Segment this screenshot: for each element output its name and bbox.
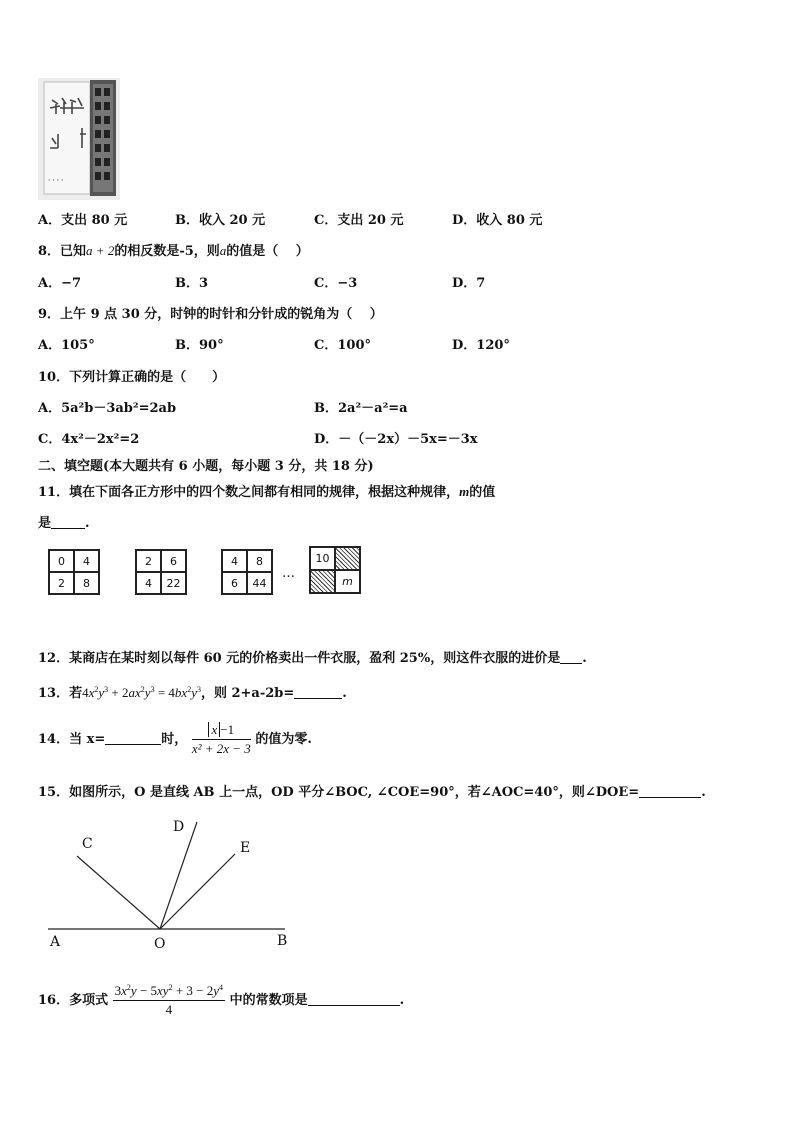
cell: 10 bbox=[310, 547, 335, 570]
cell: 6 bbox=[161, 550, 186, 572]
svg-text:· · · ·: · · · · bbox=[48, 177, 64, 184]
label-a: A bbox=[50, 934, 61, 950]
q10-option-a: A．5a²b－3ab²=2ab bbox=[38, 401, 177, 416]
q14-stem: 14．当 x= 时， $\frac{x -1}{\text{x² + 2x − 3}}$ 的值为零. bbox=[38, 722, 312, 756]
number-square-1 bbox=[48, 549, 100, 595]
cell: 4 bbox=[222, 550, 247, 572]
angle-figure bbox=[40, 812, 300, 962]
section-heading: 二、填空题(本大题共有 6 小题，每小题 3 分，共 18 分) bbox=[38, 459, 374, 474]
q16-stem: 16．多项式 $\frac{3x^2y - 5xy^2 + 3 - 2y^4}{4}$ 中的常数项是 . bbox=[38, 983, 405, 1017]
cell: 8 bbox=[74, 572, 99, 594]
q13-stem: 13．若$4x^2y^3 + 2ax^2y^3 = 4bx^2y^3$，则 2+a-2b= . bbox=[38, 685, 347, 701]
q10-option-d: D．－（－2x）－5x=－3x bbox=[314, 432, 478, 447]
cell: 2 bbox=[136, 550, 161, 572]
ray-oe bbox=[160, 854, 235, 929]
q8-stem: 8．已知a + 2的相反数是-5，则a的值是（ ） bbox=[38, 243, 309, 259]
cell: 44 bbox=[247, 572, 272, 594]
q11-stem-line2: 是 . bbox=[38, 516, 90, 531]
q9-stem: 9．上午 9 点 30 分，时钟的时针和分针成的锐角为（ ） bbox=[38, 307, 383, 322]
q7-option-a: A．支出 80 元 bbox=[38, 213, 128, 228]
cell: 8 bbox=[247, 550, 272, 572]
cell: 0 bbox=[49, 550, 74, 572]
number-square-4 bbox=[309, 546, 361, 594]
q12-stem: 12．某商店在某时刻以每件 60 元的价格卖出一件衣服，盈利 25%，则这件衣服的进价是 . bbox=[38, 651, 587, 666]
cell: 22 bbox=[161, 572, 186, 594]
ray-od bbox=[160, 822, 197, 929]
label-e: E bbox=[240, 840, 251, 856]
q9-option-d: D．120° bbox=[452, 338, 510, 353]
book-image bbox=[38, 78, 120, 200]
label-o: O bbox=[154, 936, 166, 952]
q8-option-d: D．7 bbox=[452, 276, 486, 291]
q11-stem: 11．填在下面各正方形中的四个数之间都有相同的规律，根据这种规律，m的值 bbox=[38, 484, 496, 500]
q7-option-d: D．收入 80 元 bbox=[452, 213, 543, 228]
q9-option-c: C．100° bbox=[314, 338, 371, 353]
q8-option-b: B．3 bbox=[175, 276, 209, 291]
number-square-2 bbox=[135, 549, 187, 595]
ray-oc bbox=[77, 856, 160, 929]
q9-option-a: A．105° bbox=[38, 338, 95, 353]
q7-option-b: B．收入 20 元 bbox=[175, 213, 266, 228]
cell: 6 bbox=[222, 572, 247, 594]
label-c: C bbox=[82, 836, 93, 852]
q8-option-a: A．−7 bbox=[38, 276, 82, 291]
q7-option-c: C．支出 20 元 bbox=[314, 213, 404, 228]
label-b: B bbox=[277, 933, 288, 949]
hatched-cell bbox=[335, 547, 360, 570]
cell: m bbox=[335, 570, 360, 593]
q10-option-b: B．2a²－a²=a bbox=[314, 401, 408, 416]
cell: 4 bbox=[74, 550, 99, 572]
q9-option-b: B．90° bbox=[175, 338, 224, 353]
q10-stem: 10．下列计算正确的是（ ） bbox=[38, 370, 226, 385]
q8-option-c: C．−3 bbox=[314, 276, 358, 291]
q10-option-c: C．4x²－2x²=2 bbox=[38, 432, 140, 447]
q13-equation: $4x^2y^3 + 2ax^2y^3 = 4bx^2y^3$ bbox=[82, 685, 201, 700]
hatched-cell bbox=[310, 570, 335, 593]
number-square-3 bbox=[221, 549, 273, 595]
label-d: D bbox=[173, 819, 185, 835]
ellipsis: … bbox=[282, 566, 295, 581]
q14-fraction: $\frac{x -1}{\text{x² + 2x − 3}}$ bbox=[191, 722, 251, 756]
q16-fraction: $\frac{3x^2y - 5xy^2 + 3 - 2y^4}{4}$ bbox=[114, 983, 224, 1017]
q15-stem: 15．如图所示，O 是直线 AB 上一点，OD 平分∠BOC, ∠COE=90°，若∠AOC=40°，则∠DOE= . bbox=[38, 785, 706, 800]
cell: 2 bbox=[49, 572, 74, 594]
cell: 4 bbox=[136, 572, 161, 594]
